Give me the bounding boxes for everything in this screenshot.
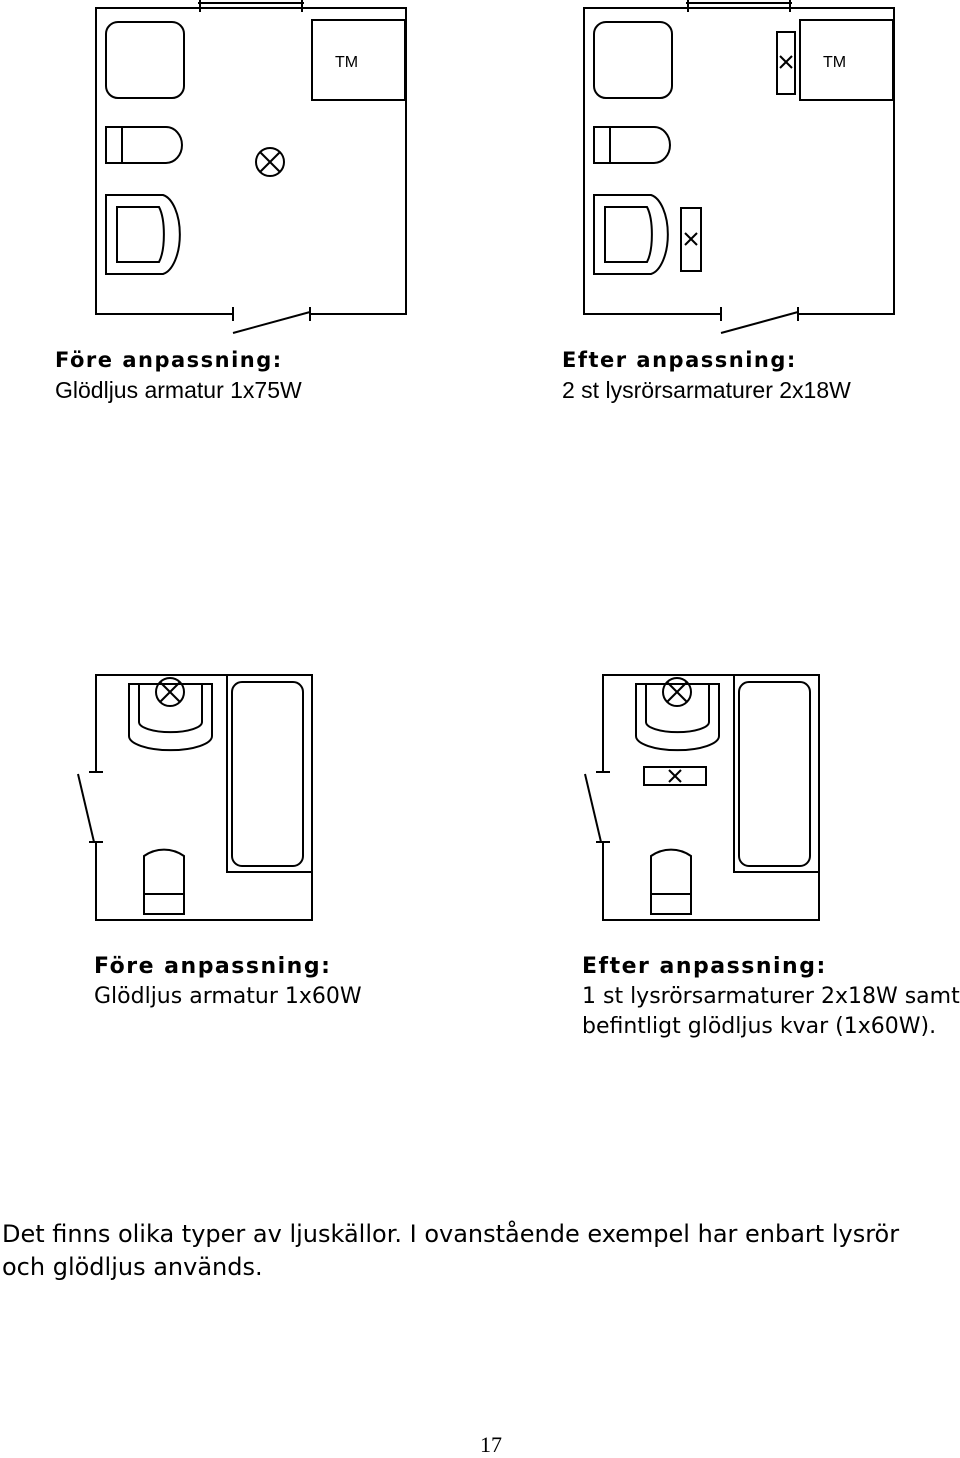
fluorescent-tube-icon (777, 32, 795, 94)
toilet-icon (594, 127, 670, 163)
caption-bottom-left (94, 952, 362, 1012)
caption-heading: Efter anpassning: (562, 348, 797, 372)
washbasin-icon (594, 195, 668, 274)
floorplan-top-left (88, 0, 418, 335)
door-icon (585, 772, 610, 842)
toilet-icon (651, 850, 691, 914)
incandescent-lamp-icon (663, 678, 691, 706)
fluorescent-tube-icon (681, 208, 701, 271)
caption-top-left (55, 345, 302, 405)
bathtub-icon (227, 675, 312, 872)
caption-heading: Före anpassning: (55, 348, 283, 372)
incandescent-lamp-icon (156, 678, 184, 706)
incandescent-lamp-icon (256, 148, 284, 176)
floorplan-top-right (576, 0, 906, 335)
page-number: 17 (480, 1432, 502, 1457)
washbasin-icon (129, 684, 212, 750)
bathtub-icon (734, 675, 819, 872)
toilet-icon (106, 127, 182, 163)
toilet-icon (144, 850, 184, 914)
fluorescent-tube-icon (644, 767, 706, 785)
body-paragraph: Det finns olika typer av ljuskällor. I ovanstående exempel har enbart lysrör och glödljus används. (2, 1220, 900, 1281)
caption-bottom-right (582, 952, 960, 1042)
caption-text: 1 st lysrörsarmaturer 2x18W samt befintligt glödljus kvar (1x60W). (582, 984, 960, 1039)
caption-text: Glödljus armatur 1x75W (55, 377, 302, 403)
door-icon (78, 772, 103, 842)
floorplan-bottom-right (577, 670, 827, 925)
washbasin-icon (106, 195, 180, 274)
caption-text: 2 st lysrörsarmaturer 2x18W (562, 377, 851, 403)
room-walls (96, 8, 406, 314)
washbasin-icon (636, 684, 719, 750)
shower-icon (594, 22, 672, 98)
room-walls (584, 8, 894, 314)
door-icon (721, 307, 798, 333)
shower-icon (106, 22, 184, 98)
window-icon (198, 0, 304, 12)
window-icon (686, 0, 792, 12)
floorplan-bottom-left (70, 670, 320, 925)
tm-label: TM (335, 54, 359, 71)
tm-label: TM (823, 54, 847, 71)
washing-machine-icon (800, 20, 893, 100)
caption-top-right (562, 345, 851, 405)
washing-machine-icon (312, 20, 405, 100)
caption-heading: Före anpassning: (94, 954, 332, 979)
caption-heading: Efter anpassning: (582, 954, 827, 979)
caption-text: Glödljus armatur 1x60W (94, 984, 362, 1009)
door-icon (233, 307, 310, 333)
